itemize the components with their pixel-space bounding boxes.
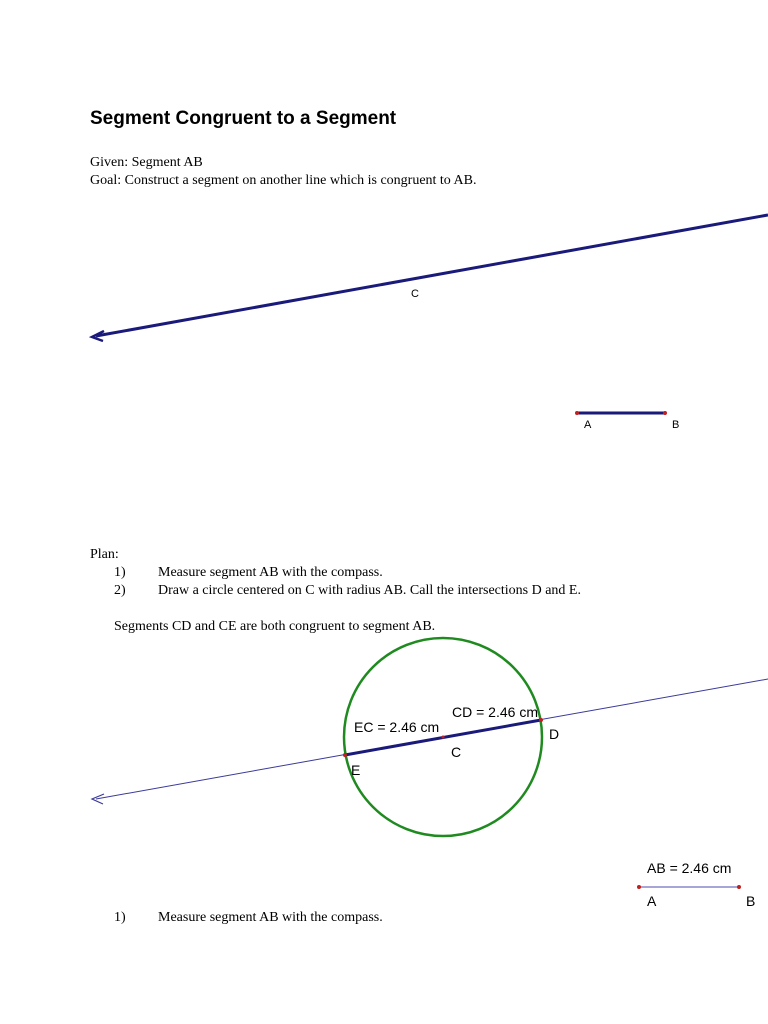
point-a2-dot <box>637 885 641 889</box>
plan-step-2-text: Draw a circle centered on C with radius AB. Call the intersections D and E. <box>158 583 581 598</box>
label-e: E <box>351 762 361 778</box>
label-a: A <box>584 419 592 431</box>
line-through-c <box>96 215 768 336</box>
plan-step-2 <box>0 582 768 600</box>
label-a-2: A <box>647 893 657 909</box>
step-repeat <box>0 909 768 927</box>
given-text: Given: Segment AB <box>90 155 203 170</box>
point-e-dot <box>343 753 347 757</box>
conclusion-text: Segments CD and CE are both congruent to segment AB. <box>114 619 436 634</box>
cd-measurement: CD = 2.46 cm <box>452 704 538 720</box>
ab-measurement: AB = 2.46 cm <box>647 860 732 876</box>
label-c: C <box>411 288 419 300</box>
label-b-2: B <box>746 893 756 909</box>
step-repeat-text: Measure segment AB with the compass. <box>158 910 383 925</box>
point-d-dot <box>539 718 543 722</box>
plan-step-1-number: 1) <box>114 565 126 580</box>
label-d: D <box>549 726 560 742</box>
point-b2-dot <box>737 885 741 889</box>
label-c-2: C <box>451 744 462 760</box>
step-repeat-number: 1) <box>114 910 126 925</box>
plan-step-1 <box>0 564 768 582</box>
point-b-dot <box>663 411 667 415</box>
plan-heading: Plan: <box>90 547 119 562</box>
point-c-dot <box>442 736 445 739</box>
page-title: Segment Congruent to a Segment <box>90 108 397 129</box>
point-a-dot <box>575 411 579 415</box>
label-b: B <box>672 419 680 431</box>
plan-step-2-number: 2) <box>114 583 126 598</box>
ec-measurement: EC = 2.46 cm <box>354 719 440 735</box>
plan-step-1-text: Measure segment AB with the compass. <box>158 565 383 580</box>
goal-text: Goal: Construct a segment on another line which is congruent to AB. <box>90 173 477 188</box>
